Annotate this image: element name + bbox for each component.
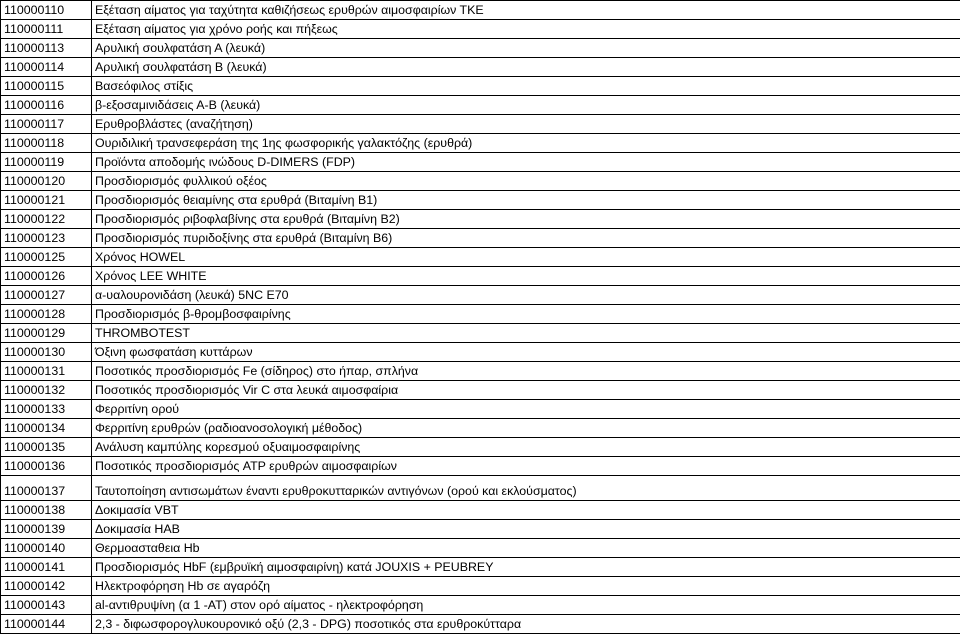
exam-code-cell: 110000125 (1, 248, 92, 267)
exam-description-cell: Ουριδιλική τρανσεφεράση της 1ης φωσφορικής γαλακτόζης (ερυθρά) (92, 134, 960, 153)
exam-description-cell: Ταυτοποίηση αντισωμάτων έναντι ερυθροκυτταρικών αντιγόνων (ορού και εκλούσματος) (92, 476, 960, 501)
exam-code-cell: 110000114 (1, 58, 92, 77)
exam-code-cell: 110000136 (1, 457, 92, 476)
table-row (1, 77, 960, 96)
exam-description-cell: Χρόνος LEE WHITE (92, 267, 960, 286)
table-row (1, 172, 960, 191)
exam-code-cell: 110000133 (1, 400, 92, 419)
exam-description-cell: Χρόνος HOWEL (92, 248, 960, 267)
table-row (1, 153, 960, 172)
exam-code-cell: 110000139 (1, 520, 92, 539)
table-row (1, 1, 960, 20)
table-row (1, 20, 960, 39)
table-row (1, 419, 960, 438)
exam-description-cell: Προσδιορισμός θειαμίνης στα ερυθρά (Βιταμίνη Β1) (92, 191, 960, 210)
exam-description-cell: Ποσοτικός προσδιορισμός Fe (σίδηρος) στο ήπαρ, σπλήνα (92, 362, 960, 381)
exam-description-cell: β-εξοσαμινιδάσεις Α-Β (λευκά) (92, 96, 960, 115)
exam-description-cell: Εξέταση αίματος για ταχύτητα καθιζήσεως ερυθρών αιμοσφαιρίων ΤΚΕ (92, 1, 960, 20)
exam-description-cell: Ερυθροβλάστες (αναζήτηση) (92, 115, 960, 134)
exam-code-cell: 110000141 (1, 558, 92, 577)
exam-code-cell: 110000128 (1, 305, 92, 324)
exam-code-cell: 110000116 (1, 96, 92, 115)
table-row (1, 343, 960, 362)
exam-code-cell: 110000138 (1, 501, 92, 520)
table-row (1, 457, 960, 476)
table-row (1, 115, 960, 134)
exam-description-cell: α-υαλουρονιδάση (λευκά) 5NC E70 (92, 286, 960, 305)
exam-code-cell: 110000123 (1, 229, 92, 248)
exam-description-cell: Προσδιορισμός ριβοφλαβίνης στα ερυθρά (Βιταμίνη Β2) (92, 210, 960, 229)
table-row (1, 539, 960, 558)
table-row (1, 381, 960, 400)
exam-code-cell: 110000110 (1, 1, 92, 20)
exam-description-cell: al-αντιθρυψίνη (α 1 -AT) στον ορό αίματος - ηλεκτροφόρηση (92, 596, 960, 615)
table-row (1, 229, 960, 248)
exam-code-cell: 110000134 (1, 419, 92, 438)
exam-code-cell: 110000118 (1, 134, 92, 153)
exam-description-cell: Όξινη φωσφατάση κυττάρων (92, 343, 960, 362)
table-row (1, 577, 960, 596)
exam-code-cell: 110000129 (1, 324, 92, 343)
table-row (1, 615, 960, 634)
exam-code-cell: 110000127 (1, 286, 92, 305)
exam-code-cell: 110000111 (1, 20, 92, 39)
exam-code-cell: 110000143 (1, 596, 92, 615)
exam-description-cell: THROMBOTEST (92, 324, 960, 343)
exam-description-cell: Προσδιορισμός φυλλικού οξέος (92, 172, 960, 191)
exam-description-cell: Φερριτίνη ορού (92, 400, 960, 419)
table-row (1, 134, 960, 153)
exam-code-cell: 110000142 (1, 577, 92, 596)
exam-description-cell: Ποσοτικός προσδιορισμός Vir C στα λευκά αιμοσφαίρια (92, 381, 960, 400)
exam-description-cell: Φερριτίνη ερυθρών (ραδιοανοσολογική μέθοδος) (92, 419, 960, 438)
exam-codes-body (1, 1, 960, 634)
table-row (1, 520, 960, 539)
exam-code-cell: 110000117 (1, 115, 92, 134)
exam-code-cell: 110000126 (1, 267, 92, 286)
exam-code-cell: 110000122 (1, 210, 92, 229)
exam-description-cell: Προσδιορισμός β-θρομβοσφαιρίνης (92, 305, 960, 324)
exam-description-cell: Αρυλική σουλφατάση Α (λευκά) (92, 39, 960, 58)
table-row (1, 596, 960, 615)
exam-code-cell: 110000140 (1, 539, 92, 558)
exam-description-cell: Θερμοασταθεια Hb (92, 539, 960, 558)
exam-code-cell: 110000121 (1, 191, 92, 210)
exam-description-cell: Δοκιμασία VBT (92, 501, 960, 520)
table-row (1, 191, 960, 210)
exam-code-cell: 110000119 (1, 153, 92, 172)
table-row (1, 362, 960, 381)
table-row (1, 558, 960, 577)
exam-code-cell: 110000135 (1, 438, 92, 457)
exam-code-cell: 110000131 (1, 362, 92, 381)
table-row (1, 96, 960, 115)
exam-description-cell: Αρυλική σουλφατάση Β (λευκά) (92, 58, 960, 77)
table-row (1, 286, 960, 305)
exam-description-cell: 2,3 - διφωσφορογλυκουρονικό οξύ (2,3 - DPG) ποσοτικός στα ερυθροκύτταρα (92, 615, 960, 634)
exam-description-cell: Εξέταση αίματος για χρόνο ροής και πήξεως (92, 20, 960, 39)
table-row (1, 210, 960, 229)
table-row (1, 438, 960, 457)
table-row (1, 501, 960, 520)
exam-code-cell: 110000144 (1, 615, 92, 634)
table-row (1, 305, 960, 324)
exam-code-cell: 110000132 (1, 381, 92, 400)
exam-code-cell: 110000130 (1, 343, 92, 362)
exam-code-cell: 110000137 (1, 476, 92, 501)
exam-description-cell: Προϊόντα αποδομής ινώδους D-DIMERS (FDP) (92, 153, 960, 172)
exam-description-cell: Ηλεκτροφόρηση Hb σε αγαρόζη (92, 577, 960, 596)
exam-description-cell: Προσδιορισμός πυριδοξίνης στα ερυθρά (Βιταμίνη Β6) (92, 229, 960, 248)
table-row (1, 400, 960, 419)
table-row (1, 248, 960, 267)
exam-description-cell: Ανάλυση καμπύλης κορεσμού οξυαιμοσφαιρίνης (92, 438, 960, 457)
table-row (1, 476, 960, 501)
exam-code-cell: 110000120 (1, 172, 92, 191)
exam-description-cell: Προσδιορισμός HbF (εμβρυϊκή αιμοσφαιρίνη) κατά JOUXIS + PEUBREY (92, 558, 960, 577)
table-row (1, 39, 960, 58)
exam-code-cell: 110000115 (1, 77, 92, 96)
exam-description-cell: Ποσοτικός προσδιορισμός ATP ερυθρών αιμοσφαιρίων (92, 457, 960, 476)
table-row (1, 267, 960, 286)
exam-description-cell: Δοκιμασία HAB (92, 520, 960, 539)
exam-code-cell: 110000113 (1, 39, 92, 58)
table-row (1, 58, 960, 77)
exam-description-cell: Βασεόφιλος στίξις (92, 77, 960, 96)
table-row (1, 324, 960, 343)
